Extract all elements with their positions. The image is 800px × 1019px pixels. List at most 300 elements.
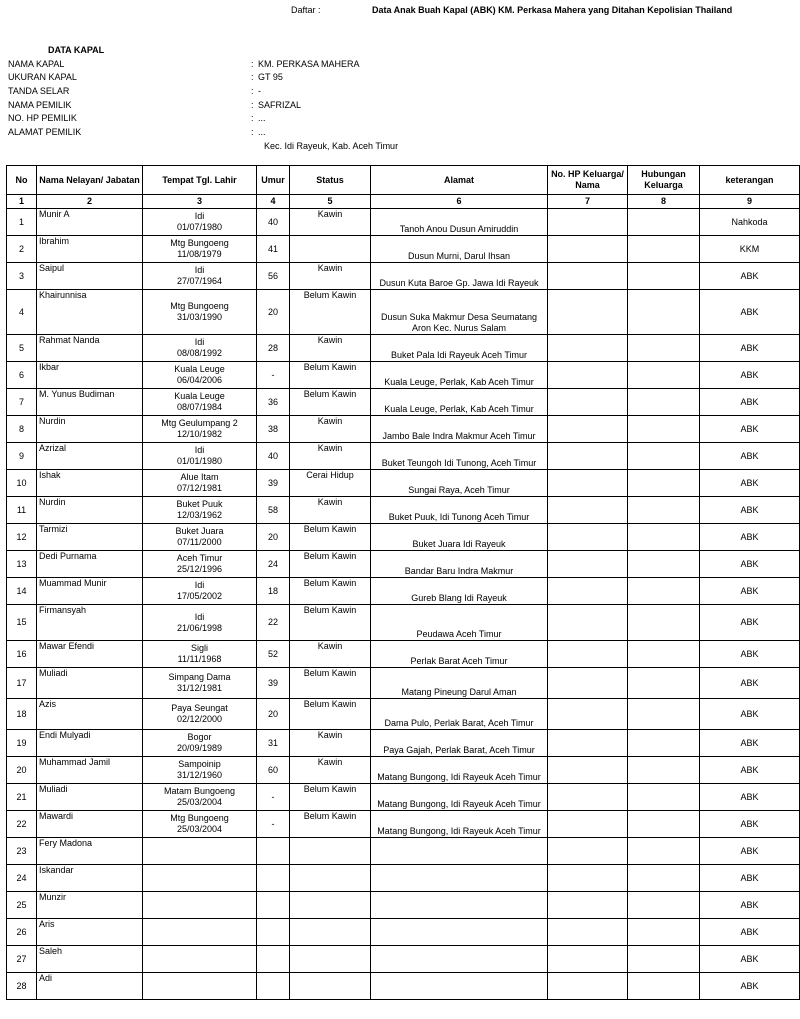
cell-hp-keluarga (548, 497, 628, 524)
birth-place: Idi (194, 265, 205, 275)
cell-umur: 56 (257, 263, 290, 290)
cell-keterangan: ABK (700, 497, 800, 524)
cell-keterangan: ABK (700, 757, 800, 784)
cell-keterangan: ABK (700, 811, 800, 838)
col-header-hubungan: Hubungan Keluarga (628, 166, 700, 195)
cell-keterangan: ABK (700, 524, 800, 551)
table-row (7, 668, 800, 699)
cell-status: Belum Kawin (290, 290, 371, 335)
cell-umur: 40 (257, 209, 290, 236)
cell-no: 3 (7, 263, 37, 290)
cell-hubungan (628, 236, 700, 263)
cell-keterangan: ABK (700, 699, 800, 730)
owner-address-line2: Kec. Idi Rayeuk, Kab. Aceh Timur (264, 141, 399, 151)
birth-place: Mtg Bungoeng (170, 301, 229, 311)
cell-status: Belum Kawin (290, 389, 371, 416)
cell-umur: 39 (257, 668, 290, 699)
cell-status: Kawin (290, 757, 371, 784)
cell-keterangan: ABK (700, 641, 800, 668)
cell-no: 7 (7, 389, 37, 416)
cell-status: Belum Kawin (290, 578, 371, 605)
col-header-hp: No. HP Keluarga/ Nama (548, 166, 628, 195)
cell-no: 8 (7, 416, 37, 443)
cell-status (290, 919, 371, 946)
cell-alamat: Buket Teungoh Idi Tunong, Aceh Timur (371, 443, 548, 470)
cell-tempat-tgl-lahir (143, 290, 257, 335)
birth-place: Kuala Leuge (174, 391, 225, 401)
cell-alamat (371, 865, 548, 892)
cell-keterangan: KKM (700, 236, 800, 263)
cell-status: Belum Kawin (290, 811, 371, 838)
cell-hp-keluarga (548, 362, 628, 389)
cell-keterangan: ABK (700, 865, 800, 892)
cell-keterangan: ABK (700, 416, 800, 443)
col-header-alamat: Alamat (371, 166, 548, 195)
cell-alamat: Gureb Blang Idi Rayeuk (371, 578, 548, 605)
table-row (7, 578, 800, 605)
table-row (7, 551, 800, 578)
cell-hubungan (628, 699, 700, 730)
birth-place: Kuala Leuge (174, 364, 225, 374)
cell-hubungan (628, 443, 700, 470)
cell-alamat: Dusun Kuta Baroe Gp. Jawa Idi Rayeuk (371, 263, 548, 290)
cell-alamat: Peudawa Aceh Timur (371, 605, 548, 641)
table-row (7, 838, 800, 865)
cell-no: 6 (7, 362, 37, 389)
birth-date: 25/12/1996 (176, 564, 223, 574)
birth-date: 11/08/1979 (177, 249, 222, 259)
table-row (7, 497, 800, 524)
cell-alamat: Bandar Baru Indra Makmur (371, 551, 548, 578)
cell-hp-keluarga (548, 699, 628, 730)
cell-tempat-tgl-lahir (143, 784, 257, 811)
cell-hp-keluarga (548, 263, 628, 290)
birth-date: 12/03/1962 (176, 510, 223, 520)
cell-umur: 52 (257, 641, 290, 668)
cell-hp-keluarga (548, 416, 628, 443)
cell-hubungan (628, 209, 700, 236)
cell-hp-keluarga (548, 551, 628, 578)
cell-hubungan (628, 605, 700, 641)
cell-hubungan (628, 416, 700, 443)
cell-status: Belum Kawin (290, 551, 371, 578)
cell-nama: Adi (37, 973, 143, 1000)
cell-status: Belum Kawin (290, 784, 371, 811)
cell-alamat: Sungai Raya, Aceh Timur (371, 470, 548, 497)
cell-no: 13 (7, 551, 37, 578)
cell-no: 12 (7, 524, 37, 551)
col-number: 6 (371, 195, 548, 209)
field-value-no-hp-pemilik: ... (258, 113, 266, 123)
cell-hubungan (628, 389, 700, 416)
cell-hubungan (628, 973, 700, 1000)
field-value-tanda-selar: - (258, 86, 261, 96)
col-header-nama: Nama Nelayan/ Jabatan (37, 166, 143, 195)
cell-status (290, 892, 371, 919)
birth-place: Simpang Dama (168, 672, 231, 682)
cell-tempat-tgl-lahir (143, 362, 257, 389)
cell-alamat: Dama Pulo, Perlak Barat, Aceh Timur (371, 699, 548, 730)
birth-date: 07/12/1981 (176, 483, 223, 493)
cell-hp-keluarga (548, 668, 628, 699)
cell-hp-keluarga (548, 784, 628, 811)
cell-status: Kawin (290, 416, 371, 443)
cell-umur: 40 (257, 443, 290, 470)
cell-hubungan (628, 524, 700, 551)
cell-alamat: Matang Bungong, Idi Rayeuk Aceh Timur (371, 784, 548, 811)
cell-umur: 28 (257, 335, 290, 362)
cell-alamat: Jambo Bale Indra Makmur Aceh Timur (371, 416, 548, 443)
table-row (7, 919, 800, 946)
crew-table (6, 165, 800, 1000)
col-number: 8 (628, 195, 700, 209)
cell-tempat-tgl-lahir (143, 551, 257, 578)
cell-alamat: Buket Pala Idi Rayeuk Aceh Timur (371, 335, 548, 362)
field-label-tanda-selar: TANDA SELAR (8, 86, 70, 96)
cell-tempat-tgl-lahir (143, 470, 257, 497)
cell-hp-keluarga (548, 811, 628, 838)
table-row (7, 443, 800, 470)
birth-place: Sigli (190, 643, 208, 653)
cell-nama: M. Yunus Budiman (37, 389, 143, 416)
cell-nama: Muliadi (37, 784, 143, 811)
cell-nama: Azis (37, 699, 143, 730)
cell-hp-keluarga (548, 605, 628, 641)
cell-no: 14 (7, 578, 37, 605)
cell-umur: 58 (257, 497, 290, 524)
birth-date: 31/12/1960 (176, 770, 223, 780)
cell-status: Belum Kawin (290, 699, 371, 730)
col-number: 1 (7, 195, 37, 209)
cell-keterangan: ABK (700, 551, 800, 578)
birth-date: 31/03/1990 (176, 312, 223, 322)
cell-tempat-tgl-lahir (143, 263, 257, 290)
cell-nama: Saipul (37, 263, 143, 290)
cell-umur: 20 (257, 699, 290, 730)
table-row (7, 362, 800, 389)
table-row (7, 263, 800, 290)
field-label-no-hp-pemilik: NO. HP PEMILIK (8, 113, 77, 123)
cell-hubungan (628, 641, 700, 668)
cell-tempat-tgl-lahir (143, 730, 257, 757)
cell-hp-keluarga (548, 578, 628, 605)
cell-status: Belum Kawin (290, 668, 371, 699)
cell-hp-keluarga (548, 209, 628, 236)
cell-tempat-tgl-lahir (143, 865, 257, 892)
cell-umur (257, 919, 290, 946)
birth-date: 31/12/1981 (176, 683, 223, 693)
cell-umur (257, 865, 290, 892)
cell-hubungan (628, 497, 700, 524)
birth-date: 25/03/2004 (176, 797, 223, 807)
field-value-ukuran-kapal: GT 95 (258, 72, 283, 82)
cell-umur: 39 (257, 470, 290, 497)
cell-status (290, 973, 371, 1000)
birth-place: Idi (194, 580, 205, 590)
cell-keterangan: ABK (700, 443, 800, 470)
cell-hp-keluarga (548, 946, 628, 973)
col-header-status: Status (290, 166, 371, 195)
cell-nama: Endi Mulyadi (37, 730, 143, 757)
cell-hp-keluarga (548, 236, 628, 263)
birth-place: Buket Puuk (176, 499, 223, 509)
cell-tempat-tgl-lahir (143, 919, 257, 946)
cell-umur: 24 (257, 551, 290, 578)
cell-tempat-tgl-lahir (143, 757, 257, 784)
cell-nama: Iskandar (37, 865, 143, 892)
cell-umur: - (257, 784, 290, 811)
birth-place: Aceh Timur (176, 553, 223, 563)
cell-hp-keluarga (548, 973, 628, 1000)
table-row (7, 757, 800, 784)
birth-date: 01/01/1980 (176, 456, 223, 466)
cell-tempat-tgl-lahir (143, 892, 257, 919)
cell-no: 26 (7, 919, 37, 946)
cell-hubungan (628, 892, 700, 919)
field-label-alamat-pemilik: ALAMAT PEMILIK (8, 127, 82, 137)
cell-keterangan: ABK (700, 838, 800, 865)
cell-no: 5 (7, 335, 37, 362)
cell-alamat: Kuala Leuge, Perlak, Kab Aceh Timur (371, 362, 548, 389)
cell-umur: 20 (257, 524, 290, 551)
cell-nama: Firmansyah (37, 605, 143, 641)
cell-no: 25 (7, 892, 37, 919)
table-row (7, 605, 800, 641)
table-row (7, 290, 800, 335)
cell-alamat: Paya Gajah, Perlak Barat, Aceh Timur (371, 730, 548, 757)
cell-tempat-tgl-lahir (143, 389, 257, 416)
birth-date: 11/11/1968 (177, 654, 222, 664)
cell-nama: Mawar Efendi (37, 641, 143, 668)
cell-keterangan: ABK (700, 389, 800, 416)
cell-keterangan: ABK (700, 578, 800, 605)
cell-status: Kawin (290, 497, 371, 524)
cell-umur: 31 (257, 730, 290, 757)
cell-alamat (371, 946, 548, 973)
cell-alamat: Matang Bungong, Idi Rayeuk Aceh Timur (371, 811, 548, 838)
birth-date: 01/07/1980 (176, 222, 223, 232)
cell-umur (257, 946, 290, 973)
cell-hubungan (628, 919, 700, 946)
data-kapal-title: DATA KAPAL (48, 45, 105, 55)
table-row (7, 470, 800, 497)
birth-place: Idi (194, 337, 205, 347)
birth-date: 08/07/1984 (176, 402, 223, 412)
cell-hp-keluarga (548, 641, 628, 668)
cell-nama: Rahmat Nanda (37, 335, 143, 362)
cell-hubungan (628, 784, 700, 811)
cell-hubungan (628, 551, 700, 578)
cell-hp-keluarga (548, 865, 628, 892)
cell-keterangan: ABK (700, 973, 800, 1000)
birth-date: 08/08/1992 (176, 348, 223, 358)
cell-nama: Ikbar (37, 362, 143, 389)
cell-keterangan: ABK (700, 362, 800, 389)
cell-nama: Muhammad Jamil (37, 757, 143, 784)
cell-status: Kawin (290, 443, 371, 470)
cell-hp-keluarga (548, 919, 628, 946)
cell-no: 1 (7, 209, 37, 236)
cell-umur: - (257, 811, 290, 838)
cell-nama: Mawardi (37, 811, 143, 838)
cell-umur: 20 (257, 290, 290, 335)
cell-alamat: Matang Pineung Darul Aman (371, 668, 548, 699)
field-label-nama-pemilik: NAMA PEMILIK (8, 100, 72, 110)
cell-umur (257, 838, 290, 865)
cell-status: Kawin (290, 335, 371, 362)
cell-hp-keluarga (548, 892, 628, 919)
cell-nama: Ishak (37, 470, 143, 497)
cell-hubungan (628, 578, 700, 605)
cell-hubungan (628, 946, 700, 973)
birth-date: 20/09/1989 (176, 743, 223, 753)
cell-umur: 22 (257, 605, 290, 641)
table-row (7, 236, 800, 263)
cell-alamat: Tanoh Anou Dusun Amiruddin (371, 209, 548, 236)
cell-tempat-tgl-lahir (143, 699, 257, 730)
birth-date: 12/10/1982 (176, 429, 223, 439)
cell-keterangan: ABK (700, 335, 800, 362)
table-row (7, 730, 800, 757)
field-colon: : (251, 59, 254, 69)
cell-tempat-tgl-lahir (143, 335, 257, 362)
cell-tempat-tgl-lahir (143, 973, 257, 1000)
birth-date: 06/04/2006 (176, 375, 223, 385)
cell-tempat-tgl-lahir (143, 838, 257, 865)
cell-nama: Muliadi (37, 668, 143, 699)
cell-hubungan (628, 362, 700, 389)
cell-hubungan (628, 263, 700, 290)
birth-place: Alue Itam (180, 472, 219, 482)
cell-no: 9 (7, 443, 37, 470)
cell-no: 24 (7, 865, 37, 892)
document-title: Data Anak Buah Kapal (ABK) KM. Perkasa Mahera yang Ditahan Kepolisian Thailand (372, 5, 733, 15)
cell-no: 21 (7, 784, 37, 811)
cell-umur: - (257, 362, 290, 389)
birth-place: Idi (194, 211, 205, 221)
table-row (7, 335, 800, 362)
cell-hp-keluarga (548, 524, 628, 551)
header-row (7, 166, 800, 195)
col-number: 5 (290, 195, 371, 209)
cell-nama: Khairunnisa (37, 290, 143, 335)
birth-date: 27/07/1964 (176, 276, 223, 286)
cell-keterangan: ABK (700, 290, 800, 335)
cell-no: 18 (7, 699, 37, 730)
cell-hubungan (628, 811, 700, 838)
cell-status: Kawin (290, 730, 371, 757)
col-number: 7 (548, 195, 628, 209)
cell-no: 20 (7, 757, 37, 784)
col-header-umur: Umur (257, 166, 290, 195)
cell-alamat: Buket Puuk, Idi Tunong Aceh Timur (371, 497, 548, 524)
cell-status: Cerai Hidup (290, 470, 371, 497)
cell-nama: Ibrahim (37, 236, 143, 263)
birth-place: Mtg Bungoeng (170, 238, 229, 248)
cell-hubungan (628, 290, 700, 335)
cell-hp-keluarga (548, 290, 628, 335)
cell-alamat: Perlak Barat Aceh Timur (371, 641, 548, 668)
cell-umur: 38 (257, 416, 290, 443)
cell-hp-keluarga (548, 470, 628, 497)
birth-place: Bogor (187, 732, 212, 742)
cell-tempat-tgl-lahir (143, 811, 257, 838)
table-row (7, 641, 800, 668)
birth-place: Mtg Geulumpang 2 (161, 418, 238, 428)
col-number: 9 (700, 195, 800, 209)
birth-place: Buket Juara (175, 526, 224, 536)
cell-nama: Fery Madona (37, 838, 143, 865)
cell-hubungan (628, 865, 700, 892)
birth-place: Idi (194, 611, 205, 622)
cell-tempat-tgl-lahir (143, 578, 257, 605)
cell-tempat-tgl-lahir (143, 668, 257, 699)
table-row (7, 946, 800, 973)
table-row (7, 892, 800, 919)
cell-no: 27 (7, 946, 37, 973)
field-value-nama-kapal: KM. PERKASA MAHERA (258, 59, 360, 69)
birth-date: 17/05/2002 (176, 591, 223, 601)
birth-date: 07/11/2000 (177, 537, 222, 547)
field-colon: : (251, 127, 254, 137)
cell-no: 28 (7, 973, 37, 1000)
cell-nama: Tarmizi (37, 524, 143, 551)
field-colon: : (251, 72, 254, 82)
cell-nama: Saleh (37, 946, 143, 973)
cell-tempat-tgl-lahir (143, 443, 257, 470)
table-row (7, 973, 800, 1000)
field-value-alamat-pemilik: ... (258, 127, 266, 137)
cell-no: 23 (7, 838, 37, 865)
cell-nama: Munir A (37, 209, 143, 236)
cell-alamat: Dusun Suka Makmur Desa Seumatang Aron Kec. Nurus Salam (371, 290, 548, 335)
cell-umur: 18 (257, 578, 290, 605)
cell-tempat-tgl-lahir (143, 605, 257, 641)
table-row (7, 865, 800, 892)
cell-hp-keluarga (548, 757, 628, 784)
cell-keterangan: ABK (700, 892, 800, 919)
field-colon: : (251, 113, 254, 123)
cell-nama: Azrizal (37, 443, 143, 470)
cell-hubungan (628, 730, 700, 757)
table-row (7, 416, 800, 443)
cell-keterangan: ABK (700, 946, 800, 973)
birth-place: Mtg Bungoeng (170, 813, 229, 823)
cell-nama: Aris (37, 919, 143, 946)
column-number-row (7, 195, 800, 209)
field-label-nama-kapal: NAMA KAPAL (8, 59, 65, 69)
cell-alamat (371, 838, 548, 865)
cell-nama: Dedi Purnama (37, 551, 143, 578)
birth-place: Sampoinip (178, 759, 221, 769)
cell-alamat: Buket Juara Idi Rayeuk (371, 524, 548, 551)
cell-hp-keluarga (548, 389, 628, 416)
cell-no: 10 (7, 470, 37, 497)
cell-status: Belum Kawin (290, 605, 371, 641)
cell-hp-keluarga (548, 838, 628, 865)
cell-no: 19 (7, 730, 37, 757)
table-row (7, 811, 800, 838)
col-number: 4 (257, 195, 290, 209)
cell-status: Belum Kawin (290, 524, 371, 551)
cell-hubungan (628, 335, 700, 362)
cell-status: Kawin (290, 641, 371, 668)
cell-hubungan (628, 668, 700, 699)
cell-alamat: Dusun Murni, Darul Ihsan (371, 236, 548, 263)
cell-tempat-tgl-lahir (143, 209, 257, 236)
birth-date: 02/12/2000 (176, 714, 223, 724)
cell-tempat-tgl-lahir (143, 497, 257, 524)
